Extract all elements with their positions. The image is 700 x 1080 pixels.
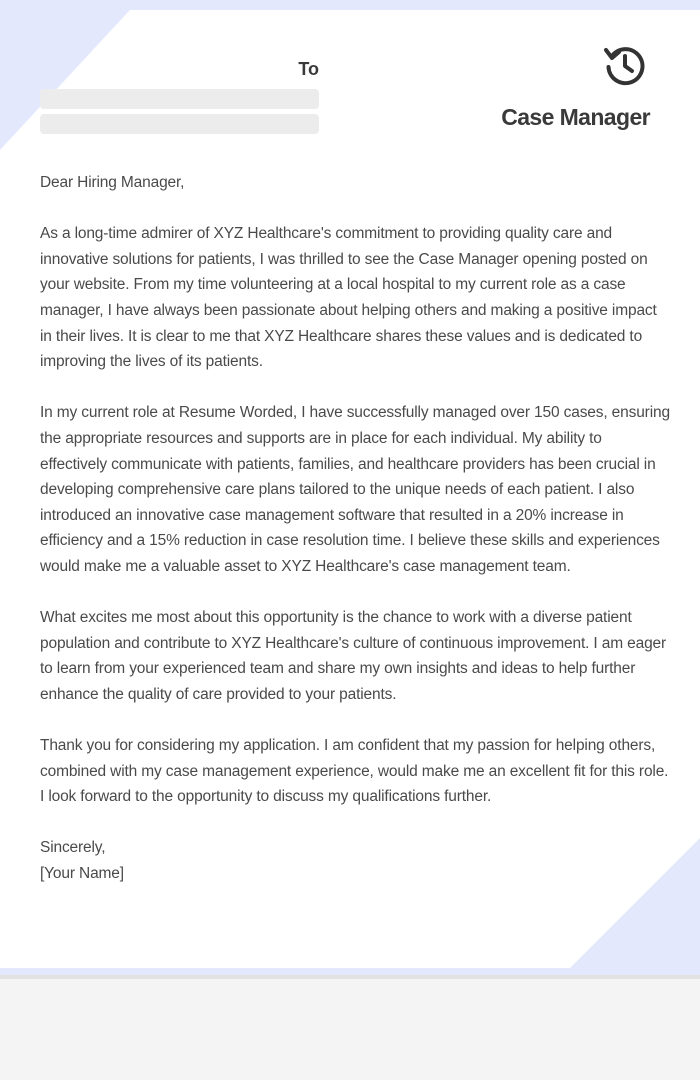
- signature: [Your Name]: [40, 865, 124, 883]
- recipient-address-placeholder: [40, 114, 319, 134]
- letter-sheet: [0, 10, 700, 968]
- letter-body: [40, 170, 670, 887]
- page-shadow: [0, 975, 700, 979]
- body-paragraph: In my current role at Resume Worded, I have successfully managed over 150 cases, ensuring the appropriate resources and supports are in place for each individual. My ability to effectively communicate with patients, families, and healthcare providers has been crucial in developing comprehensive care plans tailored to the unique needs of each patient. I also introduced an innovative case management software that resulted in a 20% increase in efficiency and a 15% reduction in case resolution time. I believe these skills and experiences would make me a valuable asset to XYZ Healthcare's case management team.: [40, 404, 670, 575]
- recipient-name-placeholder: [40, 89, 319, 109]
- body-paragraph: Thank you for considering my application. I am confident that my passion for helping others, combined with my case management experience, would make me an excellent fit for this role. I look forward to the opportunity to discuss my qualifications further.: [40, 737, 669, 806]
- closing: Sincerely,: [40, 839, 106, 857]
- job-title-heading: Case Manager: [501, 104, 650, 130]
- body-paragraph: What excites me most about this opportunity is the chance to work with a diverse patient population and contribute to XYZ Healthcare's culture of continuous improvement. I am eager to learn from your experienced team and share my own insights and ideas to help further enhance the quality of care provided to your patients.: [40, 609, 667, 703]
- salutation: Dear Hiring Manager,: [40, 174, 185, 191]
- recipient-label: To: [298, 59, 319, 79]
- body-paragraph: As a long-time admirer of XYZ Healthcare's commitment to providing quality care and innovative solutions for patients, I was thrilled to see the Case Manager opening posted on your website. From my time volunteering at a local hospital to my current role as a case manager, I have always been passionate about helping others and making a positive impact in their lives. It is clear to me that XYZ Healthcare shares these values and is dedicated to improving the lives of its patients.: [40, 225, 657, 371]
- clock-history-icon: [602, 42, 648, 88]
